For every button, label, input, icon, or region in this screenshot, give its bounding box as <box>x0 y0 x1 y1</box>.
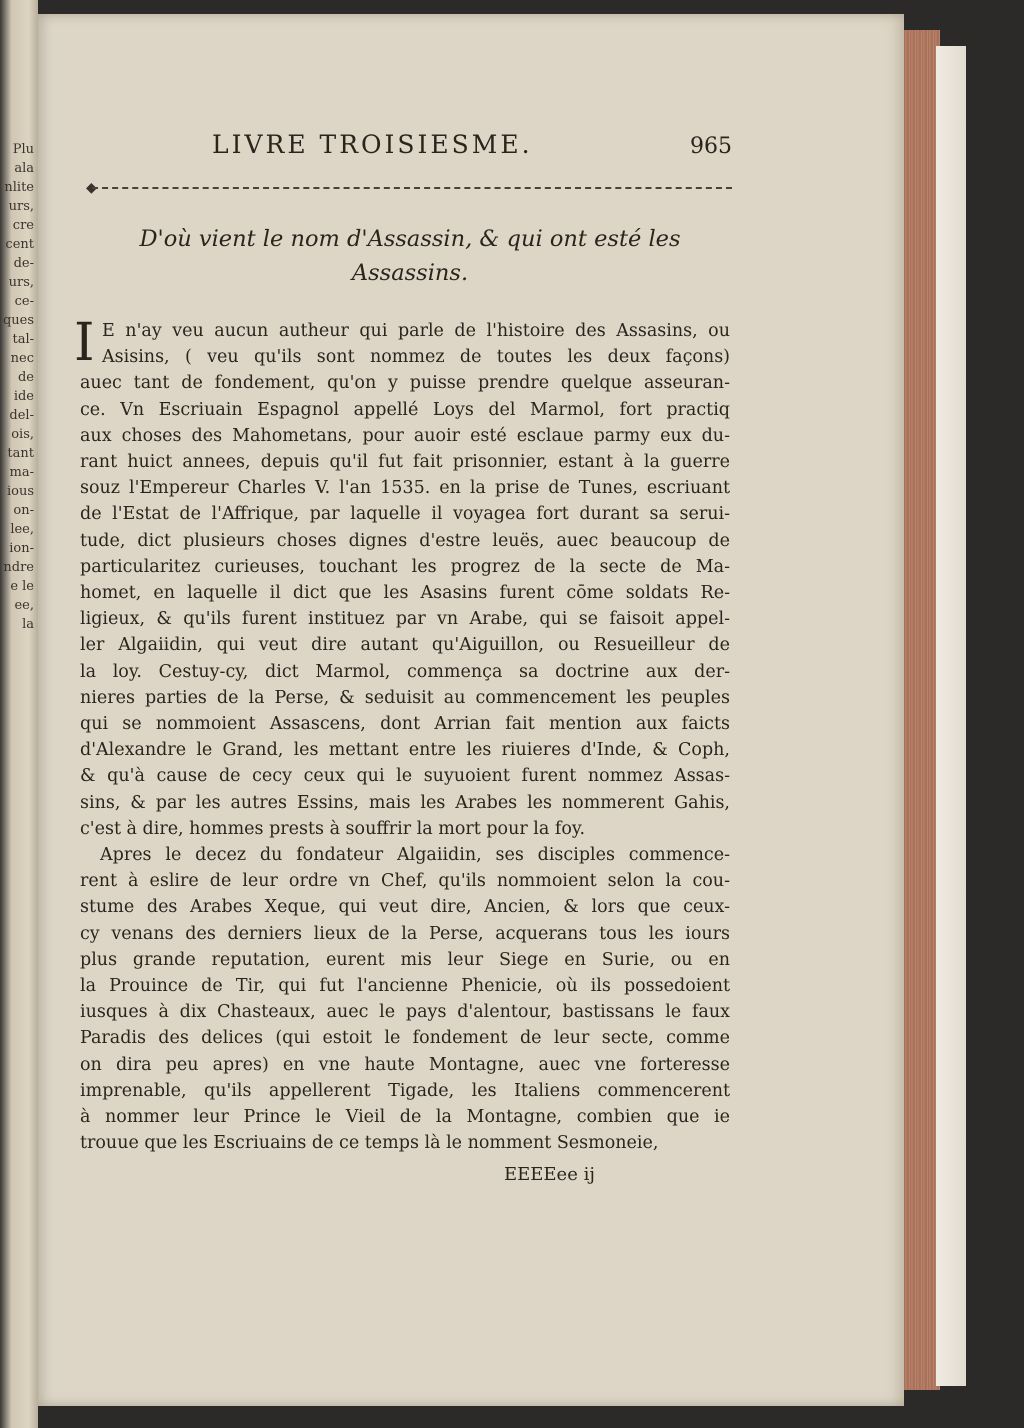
margin-fragment: nlite <box>4 180 34 195</box>
text-line: ligieux, & qu'ils furent instituez par vn Arabe, qui se faisoit appel- <box>80 609 730 630</box>
text-line: nieres parties de la Perse, & seduisit au commencement les peuples <box>80 687 730 708</box>
margin-fragment: lee, <box>10 522 34 537</box>
text-line: Asisins, ( veu qu'ils sont nommez de toutes les deux façons) <box>102 347 730 368</box>
body-text <box>80 318 730 1157</box>
text-line: Paradis des delices (qui estoit le fondement de leur secte, comme <box>80 1028 730 1049</box>
margin-fragment: urs, <box>8 275 34 290</box>
text-line: plus grande reputation, eurent mis leur Siege en Surie, ou en <box>80 949 730 970</box>
page-edges-red <box>904 30 940 1390</box>
margin-fragment: del- <box>9 408 34 423</box>
page-number: 965 <box>690 134 732 159</box>
margin-fragment: ion- <box>9 541 34 556</box>
margin-fragment: de <box>17 370 34 385</box>
text-line: stume des Arabes Xeque, qui veut dire, Ancien, & lors que ceux- <box>80 897 730 918</box>
text-line: on dira peu apres) en vne haute Montagne, auec vne forteresse <box>80 1054 730 1075</box>
running-head: LIVRE TROISIESME. <box>212 130 533 159</box>
text-line: ler Algaiidin, qui veut dire autant qu'Aiguillon, ou Resueilleur de <box>80 635 730 656</box>
text-line: sins, & par les autres Essins, mais les Arabes les nommerent Gahis, <box>80 792 730 813</box>
text-line: tude, dict plusieurs choses dignes d'estre leuës, auec beaucoup de <box>80 530 730 551</box>
header-rule <box>92 187 732 189</box>
margin-fragment: tant <box>7 446 34 461</box>
text-line: homet, en laquelle il dict que les Asasins furent cōme soldats Re- <box>80 583 730 604</box>
text-line: auec tant de fondement, qu'on y puisse prendre quelque asseuran- <box>80 373 730 394</box>
text-line: E n'ay veu aucun autheur qui parle de l'histoire des Assasins, ou <box>102 321 730 341</box>
text-line: qui se nommoient Assascens, dont Arrian fait mention aux faicts <box>80 714 730 735</box>
text-line: rent à eslire de leur ordre vn Chef, qu'ils nommoient selon la cou- <box>80 871 730 892</box>
text-line: ce. Vn Escriuain Espagnol appellé Loys del Marmol, fort practiq <box>80 399 730 420</box>
text-line: la Prouince de Tir, qui fut l'ancienne Phenicie, où ils possedoient <box>80 976 730 997</box>
margin-fragment: ee, <box>14 598 34 613</box>
margin-fragment: la <box>22 617 34 632</box>
page-edges-light <box>936 46 966 1386</box>
margin-fragment: ques <box>2 313 34 328</box>
margin-fragment: ndre <box>3 560 34 575</box>
margin-fragment: de- <box>13 256 34 271</box>
margin-fragment: urs, <box>8 199 34 214</box>
text-line: particularitez curieuses, touchant les progrez de la secte de Ma- <box>80 556 730 577</box>
margin-fragment: on- <box>13 503 34 518</box>
text-line: souz l'Empereur Charles V. l'an 1535. en la prise de Tunes, escriuant <box>80 478 730 499</box>
text-line: & qu'à cause de cecy ceux qui le suyuoient furent nommez Assas- <box>80 766 730 787</box>
margin-fragment: Plu <box>12 142 34 157</box>
text-line: cy venans des derniers lieux de la Perse, acquerans tous les iours <box>80 923 730 944</box>
text-line: à nommer leur Prince le Vieil de la Montagne, combien que ie <box>80 1107 730 1128</box>
margin-fragment: ide <box>13 389 34 404</box>
rule-ornament: ◆ <box>86 180 97 196</box>
margin-fragment: ce- <box>14 294 34 309</box>
margin-fragment: cent <box>5 237 34 252</box>
text-line: c'est à dire, hommes prests à souffrir la mort pour la foy. <box>80 818 586 839</box>
margin-fragment: e le <box>10 579 34 594</box>
text-line: trouue que les Escriuains de ce temps là le nomment Sesmoneie, <box>80 1133 659 1154</box>
text-line: rant huict annees, depuis qu'il fut fait prisonnier, estant à la guerre <box>80 452 730 473</box>
margin-fragment: ois, <box>11 427 34 442</box>
text-line: d'Alexandre le Grand, les mettant entre les riuieres d'Inde, & Coph, <box>80 740 730 761</box>
text-line: Apres le decez du fondateur Algaiidin, ses disciples commence- <box>100 845 730 866</box>
text-line: aux choses des Mahometans, pour auoir esté esclaue parmy eux du- <box>80 425 730 446</box>
text-line: iusques à dix Chasteaux, auec le pays d'alentour, bastissans le faux <box>80 1002 730 1023</box>
margin-fragment: ious <box>6 484 34 499</box>
margin-fragment: ala <box>14 161 34 176</box>
margin-fragment: tal- <box>12 332 34 347</box>
margin-fragment: ma- <box>9 465 34 480</box>
facing-page-margin-text <box>0 140 34 634</box>
margin-fragment: nec <box>10 351 34 366</box>
margin-fragment: cre <box>12 218 34 233</box>
signature-mark: EEEEee ij <box>504 1164 595 1185</box>
text-line: de l'Estat de l'Affrique, par laquelle il voyagea fort durant sa serui- <box>80 504 730 525</box>
chapter-heading: D'où vient le nom d'Assassin, & qui ont esté les Assassins. <box>139 226 681 286</box>
drop-cap: I <box>74 313 95 373</box>
text-line: la loy. Cestuy-cy, dict Marmol, commença sa doctrine aux der- <box>80 661 730 682</box>
text-line: imprenable, qu'ils appellerent Tigade, les Italiens commencerent <box>80 1080 730 1101</box>
